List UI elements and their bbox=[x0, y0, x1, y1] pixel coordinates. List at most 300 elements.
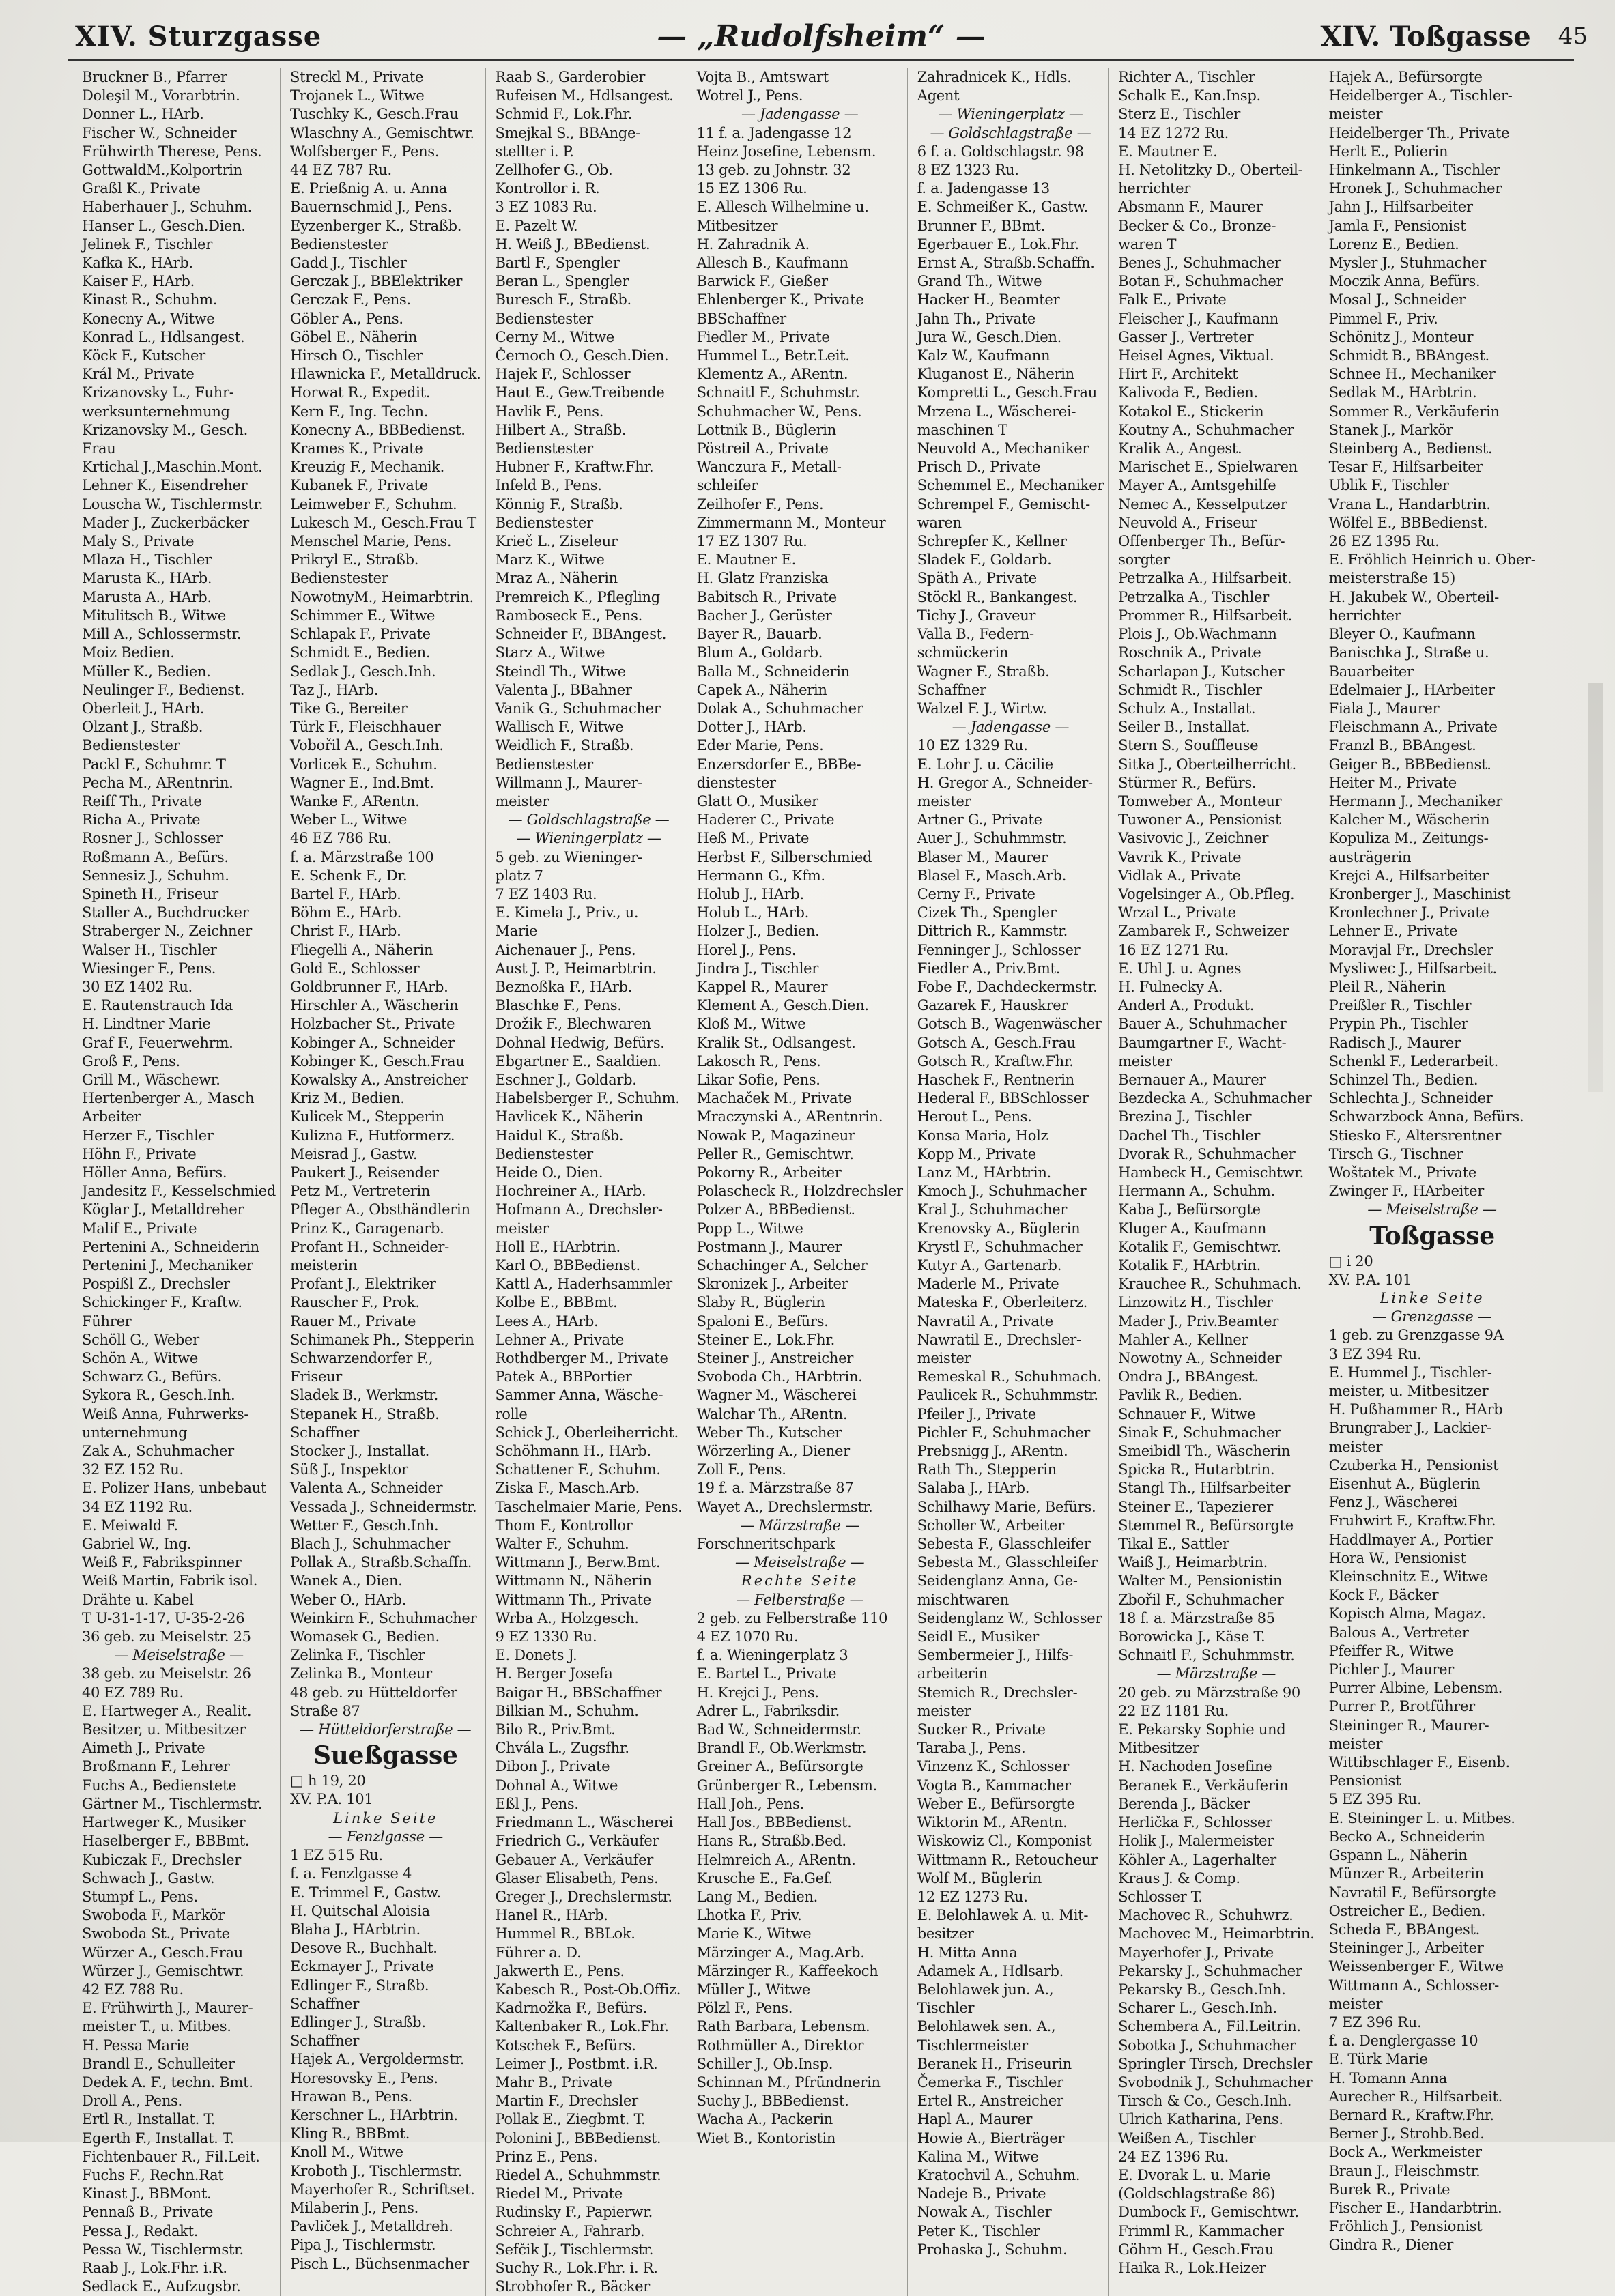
directory-line: Hanser L., Gesch.Dien. bbox=[82, 217, 246, 234]
directory-line: Wittmann Th., Private bbox=[495, 1591, 651, 1608]
directory-line: Gold E., Schlosser bbox=[290, 960, 420, 977]
directory-line: Bezdecka A., Schuhmacher bbox=[1118, 1090, 1312, 1107]
directory-line: Bedienstester bbox=[495, 756, 593, 773]
directory-line: Wetter F., Gesch.Inh. bbox=[290, 1517, 439, 1534]
directory-line: Droll A., Pens. bbox=[82, 2093, 182, 2110]
directory-line: Kolbe E., BBBmt. bbox=[495, 1294, 618, 1311]
directory-line: Krystl F., Schuhmacher bbox=[917, 1238, 1083, 1255]
directory-line: Hermann G., Kfm. bbox=[696, 867, 825, 884]
directory-line: Neuvold A., Mechaniker bbox=[917, 440, 1089, 457]
directory-line: Haddlmayer A., Portier bbox=[1328, 1531, 1493, 1548]
directory-line: Schickinger F., Kraftw. bbox=[82, 1294, 242, 1311]
directory-line: Schmidt B., BBAngest. bbox=[1328, 347, 1489, 364]
directory-line: Nowotny A., Schneider bbox=[1118, 1350, 1282, 1367]
directory-line: Swoboda F., Markör bbox=[82, 1907, 225, 1924]
directory-line: Wiktorin M., ARentn. bbox=[917, 1814, 1068, 1831]
directory-line: Münzer R., Arbeiterin bbox=[1328, 1865, 1484, 1882]
directory-line: Bilo R., Priv.Bmt. bbox=[495, 1721, 616, 1738]
directory-line: Frimml R., Kammacher bbox=[1118, 2222, 1284, 2239]
directory-line: — Jadengasse — bbox=[952, 719, 1070, 736]
directory-line: Mraz A., Näherin bbox=[495, 570, 618, 587]
directory-line: Leimer J., Postbmt. i.R. bbox=[495, 2055, 658, 2072]
directory-line: Kubiczak F., Drechsler bbox=[82, 1851, 241, 1868]
directory-line: Schrempel F., Gemischt- bbox=[917, 496, 1090, 513]
directory-line: E. Kimela J., Priv., u. bbox=[495, 904, 639, 921]
directory-line: Eder Marie, Pens. bbox=[696, 737, 824, 754]
directory-line: Tischler bbox=[917, 2000, 975, 2017]
directory-line: Pekarsky B., Gesch.Inh. bbox=[1118, 1981, 1286, 1998]
directory-line: meister bbox=[917, 1350, 971, 1367]
directory-line: Wallisch F., Witwe bbox=[495, 719, 624, 736]
directory-line: Womasek G., Bedien. bbox=[290, 1628, 440, 1646]
directory-line: Vasivovic J., Zeichner bbox=[1118, 830, 1269, 847]
directory-line: Straberger N., Zeichner bbox=[82, 923, 253, 940]
directory-line: Berner J., Strohb.Bed. bbox=[1328, 2125, 1485, 2142]
directory-line: Zimmermann M., Monteur bbox=[696, 514, 886, 531]
directory-line: f. a. Fenzlgasse 4 bbox=[290, 1865, 412, 1882]
directory-line: Gasser J., Vertreter bbox=[1118, 328, 1254, 345]
directory-line: Schuhmacher W., Pens. bbox=[696, 403, 862, 420]
directory-line: E. Donets J. bbox=[495, 1647, 577, 1664]
directory-line: Stumpf L., Pens. bbox=[82, 1888, 198, 1905]
directory-line: Spicka R., Hutarbtrin. bbox=[1118, 1461, 1275, 1478]
directory-line: Willmann J., Maurer- bbox=[495, 774, 643, 791]
header-right: XIV. Toßgasse bbox=[1320, 20, 1531, 53]
directory-line: E. Steininger L. u. Mitbes. bbox=[1328, 1809, 1515, 1826]
directory-line: Fischer E., Handarbtrin. bbox=[1328, 2199, 1502, 2216]
directory-line: Wagner F., Straßb. bbox=[917, 663, 1050, 680]
directory-line: Göbel E., Näherin bbox=[290, 328, 418, 345]
directory-line: Haselberger F., BBBmt. bbox=[82, 1833, 250, 1850]
directory-line: Krtichal J.,Maschin.Mont. bbox=[82, 459, 263, 476]
directory-line: Swoboda St., Private bbox=[82, 1925, 230, 1942]
directory-line: Prommer R., Hilfsarbeit. bbox=[1118, 607, 1293, 624]
directory-line: Rath Th., Stepperin bbox=[917, 1461, 1057, 1478]
directory-line: mischtwaren bbox=[917, 1591, 1010, 1608]
directory-line: Schnaitl F., Schuhmstr. bbox=[696, 384, 860, 401]
directory-line: Hofmann A., Drechsler- bbox=[495, 1201, 663, 1218]
directory-line: werksunternehmung bbox=[82, 403, 230, 420]
directory-line: Reiff Th., Private bbox=[82, 792, 202, 809]
directory-line: meister, u. Mitbesitzer bbox=[1328, 1383, 1489, 1400]
directory-line: 36 geb. zu Meiselstr. 25 bbox=[82, 1628, 251, 1646]
directory-line: Steiner E., Tapezierer bbox=[1118, 1498, 1273, 1515]
directory-line: Stangl Th., Hilfsarbeiter bbox=[1118, 1480, 1291, 1497]
directory-line: f. a. Jadengasse 13 bbox=[917, 180, 1050, 197]
directory-line: Fenninger J., Schlosser bbox=[917, 941, 1081, 958]
directory-line: Holik J., Malermeister bbox=[1118, 1833, 1274, 1850]
directory-line: Heß M., Private bbox=[696, 830, 810, 847]
directory-line: Prinz E., Pens. bbox=[495, 2148, 598, 2165]
directory-line: Fleischer J., Kaufmann bbox=[1118, 310, 1278, 327]
directory-line: Prypin Ph., Tischler bbox=[1328, 1016, 1468, 1033]
directory-line: Kulizna F., Hutformerz. bbox=[290, 1127, 455, 1144]
directory-line: Fenz J., Wäscherei bbox=[1328, 1494, 1458, 1511]
directory-line: Kerschner L., HArbtrin. bbox=[290, 2106, 458, 2123]
directory-line: Forschneritschpark bbox=[696, 1536, 835, 1553]
directory-line: waren bbox=[917, 514, 962, 531]
directory-line: Pessa W., Tischlermstr. bbox=[82, 2241, 244, 2258]
directory-line: Kotalik F., HArbtrin. bbox=[1118, 1257, 1261, 1274]
directory-line: Kaltenbaker R., Lok.Fhr. bbox=[495, 2018, 669, 2035]
directory-line: Pöstreil A., Private bbox=[696, 440, 829, 457]
directory-line: Dohnal A., Witwe bbox=[495, 1777, 618, 1794]
directory-line: Habelsberger F., Schuhm. bbox=[495, 1090, 680, 1107]
directory-line: Skronizek J., Arbeiter bbox=[696, 1276, 848, 1293]
directory-line: Raab S., Garderobier bbox=[495, 69, 646, 85]
directory-line: Sefčik J., Tischlermstr. bbox=[495, 2241, 654, 2258]
directory-line: — Märzstraße — bbox=[740, 1517, 859, 1534]
directory-line: Prikryl E., Straßb. bbox=[290, 551, 419, 569]
directory-line: Taschelmaier Marie, Pens. bbox=[495, 1498, 683, 1515]
directory-line: Sebesta M., Glasschleifer bbox=[917, 1554, 1098, 1571]
directory-line: Schön A., Witwe bbox=[82, 1350, 198, 1367]
directory-line: H. Pessa Marie bbox=[82, 2037, 190, 2054]
directory-line: Borowicka J., Käse T. bbox=[1118, 1628, 1266, 1646]
directory-line: Balla M., Schneiderin bbox=[696, 663, 850, 680]
directory-line: sorgter bbox=[1118, 551, 1170, 569]
directory-line: Kleinschnitz E., Witwe bbox=[1328, 1568, 1488, 1585]
directory-line: Walchar Th., ARentn. bbox=[696, 1405, 848, 1422]
directory-line: Dvorak R., Schuhmacher bbox=[1118, 1145, 1296, 1162]
directory-line: Pokorny R., Arbeiter bbox=[696, 1164, 842, 1181]
directory-line: Zak A., Schuhmacher bbox=[82, 1443, 234, 1460]
directory-line: 5 EZ 395 Ru. bbox=[1328, 1791, 1422, 1808]
directory-line: 9 EZ 1330 Ru. bbox=[495, 1628, 597, 1646]
directory-line: Bartel F., HArb. bbox=[290, 885, 401, 902]
directory-line: Seiler B., Installat. bbox=[1118, 719, 1250, 736]
directory-line: 18 f. a. Märzstraße 85 bbox=[1118, 1609, 1275, 1626]
directory-line: Tikal E., Sattler bbox=[1118, 1536, 1229, 1553]
directory-line: — Jadengasse — bbox=[741, 106, 859, 123]
directory-line: Wittmann R., Retoucheur bbox=[917, 1851, 1098, 1868]
directory-line: Becker & Co., Bronze- bbox=[1118, 217, 1276, 234]
directory-line: Hacker H., Beamter bbox=[917, 291, 1060, 308]
directory-line: Sedlack E., Aufzugsbr. bbox=[82, 2278, 241, 2295]
directory-line: Kloß M., Witwe bbox=[696, 1016, 806, 1033]
directory-line: Schemmel E., Mechaniker bbox=[917, 477, 1104, 494]
directory-line: Glaser Elisabeth, Pens. bbox=[495, 1869, 659, 1886]
directory-line: Kern F., Ing. Techn. bbox=[290, 403, 429, 420]
directory-line: Edlinger J., Straßb. bbox=[290, 2013, 426, 2030]
directory-line: Krejci A., Hilfsarbeiter bbox=[1328, 867, 1489, 884]
directory-line: Geiger B., BBBedienst. bbox=[1328, 756, 1491, 773]
directory-line: meisterin bbox=[290, 1257, 358, 1274]
directory-line: E. Schmeißer K., Gastw. bbox=[917, 199, 1088, 216]
directory-line: Vessada J., Schneidermstr. bbox=[290, 1498, 477, 1515]
directory-line: E. Belohlawek A. u. Mit- bbox=[917, 1907, 1089, 1924]
directory-line: Dolak A., Schuhmacher bbox=[696, 700, 863, 717]
directory-line: Fiala J., Maurer bbox=[1328, 700, 1440, 717]
directory-line: 46 EZ 786 Ru. bbox=[290, 830, 392, 847]
directory-line: Chvála L., Zugsfhr. bbox=[495, 1740, 629, 1757]
directory-line: XV. P.A. 101 bbox=[290, 1791, 373, 1808]
directory-line: Mysliwec J., Hilfsarbeit. bbox=[1328, 960, 1497, 977]
directory-line: Taraba J., Pens. bbox=[917, 1740, 1026, 1757]
directory-line: Mader J., Zuckerbäcker bbox=[82, 514, 249, 531]
directory-line: Peller R., Gemischtwr. bbox=[696, 1145, 854, 1162]
directory-line: Maderle M., Private bbox=[917, 1276, 1059, 1293]
directory-line: Černoch O., Gesch.Dien. bbox=[495, 347, 669, 364]
directory-line: Marie K., Witwe bbox=[696, 1925, 812, 1942]
directory-line: Fichtenbauer R., Fil.Leit. bbox=[82, 2148, 260, 2165]
directory-line: Zellhofer G., Ob. bbox=[495, 162, 613, 179]
directory-line: Tichy J., Graveur bbox=[917, 607, 1036, 624]
directory-line: Weidlich F., Straßb. bbox=[495, 737, 634, 754]
directory-line: Gazarek F., Hauskrer bbox=[917, 997, 1068, 1014]
directory-line: Gerczak J., BBElektriker bbox=[290, 273, 463, 290]
header-left: XIV. Sturzgasse bbox=[75, 20, 322, 53]
directory-line: Weber Th., Kutscher bbox=[696, 1424, 842, 1441]
directory-line: Mlaza H., Tischler bbox=[82, 551, 212, 569]
directory-line: H. Zahradnik A. bbox=[696, 235, 810, 253]
directory-line: H. Quitschal Aloisia bbox=[290, 1902, 430, 1919]
directory-line: Lees A., HArb. bbox=[495, 1312, 599, 1330]
directory-line: Spineth H., Friseur bbox=[82, 885, 218, 902]
directory-line: E. Schenk F., Dr. bbox=[290, 867, 408, 884]
directory-line: rolle bbox=[495, 1405, 528, 1422]
directory-line: Doleşil M., Vorarbtrin. bbox=[82, 87, 240, 104]
directory-line: meister bbox=[1328, 1438, 1383, 1455]
directory-line: Kmoch J., Schuhmacher bbox=[917, 1183, 1087, 1200]
directory-line: Schaffner bbox=[290, 2033, 360, 2050]
directory-line: meister bbox=[1328, 1995, 1383, 2012]
directory-line: Höller Anna, Befürs. bbox=[82, 1164, 227, 1181]
directory-line: Mader J., Priv.Beamter bbox=[1118, 1312, 1279, 1330]
directory-line: Ondra J., BBAngest. bbox=[1118, 1368, 1259, 1386]
directory-line: Linke Seite bbox=[1380, 1290, 1485, 1306]
directory-line: Dibon J., Private bbox=[495, 1758, 610, 1775]
directory-line: Holub L., HArb. bbox=[696, 904, 809, 921]
directory-line: Lang M., Bedien. bbox=[696, 1888, 818, 1905]
directory-line: Donner L., HArb. bbox=[82, 106, 204, 123]
directory-line: Sucker R., Private bbox=[917, 1721, 1046, 1738]
directory-line: Belohlawek jun. A., bbox=[917, 1981, 1054, 1998]
directory-line: Linke Seite bbox=[333, 1809, 438, 1826]
directory-line: Bleyer O., Kaufmann bbox=[1328, 626, 1476, 643]
directory-line: Schilhawy Marie, Befürs. bbox=[917, 1498, 1096, 1515]
directory-line: Wanke F., ARentn. bbox=[290, 792, 420, 809]
directory-line: Mill A., Schlossermstr. bbox=[82, 626, 242, 643]
directory-line: 20 geb. zu Märzstraße 90 bbox=[1118, 1684, 1300, 1701]
directory-line: Schöhmann H., HArb. bbox=[495, 1443, 651, 1460]
directory-line: Hummel L., Betr.Leit. bbox=[696, 347, 850, 364]
directory-line: □ i 20 bbox=[1328, 1252, 1373, 1269]
directory-line: Bedienstester bbox=[290, 570, 388, 587]
directory-line: Herbst F., Silberschmied bbox=[696, 848, 872, 865]
directory-line: Jandesitz F., Kesselschmied bbox=[82, 1183, 276, 1200]
directory-line: E. Bartel L., Private bbox=[696, 1665, 837, 1682]
directory-line: Jakwerth E., Pens. bbox=[495, 1962, 625, 1979]
directory-line: Vojta B., Amtswart bbox=[696, 69, 829, 85]
directory-line: Rothdberger M., Private bbox=[495, 1350, 668, 1367]
directory-line: Raab J., Lok.Fhr. i.R. bbox=[82, 2259, 227, 2276]
directory-line: Eyzenberger K., Straßb. bbox=[290, 217, 462, 234]
directory-line: Horel J., Pens. bbox=[696, 941, 797, 958]
directory-line: Vinzenz K., Schlosser bbox=[917, 1758, 1069, 1775]
directory-line: Krames K., Private bbox=[290, 440, 423, 457]
directory-line: Hapl A., Maurer bbox=[917, 2111, 1033, 2128]
directory-line: Pisch L., Büchsenmacher bbox=[290, 2255, 469, 2272]
directory-line: Rechte Seite bbox=[741, 1573, 859, 1590]
directory-line: Bauarbeiter bbox=[1328, 663, 1414, 680]
directory-line: Waiß J., Heimarbtrin. bbox=[1118, 1554, 1268, 1571]
directory-line: Howie A., Bierträger bbox=[917, 2129, 1065, 2147]
directory-line: Pollak E., Ziegbmt. T. bbox=[495, 2111, 646, 2128]
directory-line: Prisch D., Private bbox=[917, 459, 1041, 476]
directory-line: — Hütteldorferstraße — bbox=[300, 1721, 472, 1738]
directory-line: Tirsch & Co., Gesch.Inh. bbox=[1118, 2093, 1292, 2110]
directory-line: Karl O., BBBedienst. bbox=[495, 1257, 640, 1274]
directory-line: Schönitz J., Monteur bbox=[1328, 328, 1474, 345]
directory-line: Schattener F., Schuhm. bbox=[495, 1461, 661, 1478]
directory-line: Bedienstester bbox=[290, 235, 388, 253]
directory-line: Wiet B., Kontoristin bbox=[696, 2129, 836, 2147]
directory-line: Bernauer A., Maurer bbox=[1118, 1071, 1266, 1088]
directory-line: H. Pußhammer R., HArb bbox=[1328, 1401, 1503, 1418]
directory-line: 44 EZ 787 Ru. bbox=[290, 162, 392, 179]
directory-line: Meisrad J., Gastw. bbox=[290, 1145, 418, 1162]
directory-line: — Fenzlgasse — bbox=[328, 1828, 443, 1845]
directory-line: Schaffner bbox=[917, 681, 986, 698]
directory-line: Drähte u. Kabel bbox=[82, 1591, 194, 1608]
directory-line: Wanek A., Dien. bbox=[290, 1573, 403, 1590]
directory-line: herrichter bbox=[1118, 180, 1191, 197]
directory-line: Schinzel Th., Bedien. bbox=[1328, 1071, 1478, 1088]
directory-line: Lehner K., Eisendreher bbox=[82, 477, 248, 494]
directory-line: Wacha A., Packerin bbox=[696, 2111, 833, 2128]
directory-line: Haderer C., Private bbox=[696, 812, 835, 829]
directory-line: Allesch B., Kaufmann bbox=[696, 255, 848, 272]
directory-line: Gspann L., Näherin bbox=[1328, 1847, 1468, 1864]
directory-line: 4 EZ 1070 Ru. bbox=[696, 1628, 799, 1646]
directory-line: Sladek F., Goldarb. bbox=[917, 551, 1052, 569]
directory-line: Zambarek F., Schweizer bbox=[1118, 923, 1289, 940]
directory-line: Hirt F., Architekt bbox=[1118, 366, 1238, 383]
directory-line: Blach J., Schuhmacher bbox=[290, 1536, 451, 1553]
directory-line: Kaba J., Befürsorgte bbox=[1118, 1201, 1261, 1218]
directory-line: Marusta K., HArb. bbox=[82, 570, 212, 587]
directory-line: Fröhlich J., Pensionist bbox=[1328, 2218, 1483, 2235]
directory-line: Hlawnicka F., Metalldruck. bbox=[290, 366, 481, 383]
directory-line: Lehner E., Private bbox=[1328, 923, 1458, 940]
column-7 bbox=[1329, 68, 1540, 2296]
directory-line: Schwarzbock Anna, Befürs. bbox=[1328, 1108, 1524, 1125]
directory-line: E. Mautner E. bbox=[696, 551, 797, 569]
directory-line: Suchy J., BBBedienst. bbox=[696, 2093, 849, 2110]
directory-line: Smejkal S., BBAnge- bbox=[495, 124, 640, 141]
directory-line: Kopp M., Private bbox=[917, 1145, 1036, 1162]
directory-line: Sobotka J., Schuhmacher bbox=[1118, 2037, 1296, 2054]
directory-line: Kopisch Alma, Magaz. bbox=[1328, 1605, 1486, 1622]
directory-line: Baumgartner F., Wacht- bbox=[1118, 1034, 1287, 1051]
directory-line: E. Allesch Wilhelmine u. bbox=[696, 199, 869, 216]
directory-line: Sedlak J., Gesch.Inh. bbox=[290, 663, 436, 680]
directory-line: E. Türk Marie bbox=[1328, 2051, 1428, 2068]
directory-line: Göbler A., Pens. bbox=[290, 310, 403, 327]
directory-line: Schnauer F., Witwe bbox=[1118, 1405, 1256, 1422]
directory-line: Likar Sofie, Pens. bbox=[696, 1071, 820, 1088]
directory-line: Walzel F. J., Wirtw. bbox=[917, 700, 1047, 717]
directory-line: Frau bbox=[82, 440, 116, 457]
directory-line: Kriz M., Bedien. bbox=[290, 1090, 405, 1107]
directory-line: Eßl J., Pens. bbox=[495, 1795, 579, 1812]
directory-line: Fobe F., Dachdeckermstr. bbox=[917, 978, 1098, 995]
directory-line: Zahradnicek K., Hdls. bbox=[917, 69, 1072, 85]
directory-line: Schwach J., Gastw. bbox=[82, 1869, 215, 1886]
directory-line: Holl E., HArbtrin. bbox=[495, 1238, 620, 1255]
directory-line: 34 EZ 1192 Ru. bbox=[82, 1498, 192, 1515]
directory-line: Mraczynski A., ARentnrin. bbox=[696, 1108, 883, 1125]
directory-line: Klementz A., ARentn. bbox=[696, 366, 848, 383]
directory-line: Krieč L., Ziseleur bbox=[495, 533, 618, 550]
directory-line: — Goldschlagstraße — bbox=[508, 812, 670, 829]
directory-line: H. Gregor A., Schneider- bbox=[917, 774, 1093, 791]
directory-line: Bock A., Werkmeister bbox=[1328, 2144, 1482, 2161]
directory-line: H. Netolitzky D., Oberteil- bbox=[1118, 162, 1303, 179]
directory-line: 1 geb. zu Grenzgasse 9A bbox=[1328, 1327, 1504, 1344]
directory-line: Krauchee R., Schuhmach. bbox=[1118, 1276, 1302, 1293]
directory-line: Bayer R., Bauarb. bbox=[696, 626, 823, 643]
directory-line: Vogelsinger A., Ob.Pfleg. bbox=[1118, 885, 1295, 902]
directory-line: Bedienstester bbox=[495, 514, 593, 531]
directory-line: 11 f. a. Jadengasse 12 bbox=[696, 124, 852, 141]
directory-line: Groß F., Pens. bbox=[82, 1052, 180, 1070]
directory-line: Herlt E., Polierin bbox=[1328, 143, 1448, 160]
directory-line: Vorlicek E., Schuhm. bbox=[290, 756, 438, 773]
directory-line: Straße 87 bbox=[290, 1702, 360, 1719]
directory-line: Strobhofer R., Bäcker bbox=[495, 2278, 650, 2295]
directory-line: unternehmung bbox=[82, 1424, 188, 1441]
directory-line: Pfeiler J., Private bbox=[917, 1405, 1036, 1422]
directory-line: Kinast J., BBMont. bbox=[82, 2185, 212, 2202]
directory-line: Olzant J., Straßb. bbox=[82, 719, 203, 736]
directory-line: Hirsch O., Tischler bbox=[290, 347, 423, 364]
directory-line: 48 geb. zu Hütteldorfer bbox=[290, 1684, 457, 1701]
directory-line: Gotsch R., Kraftw.Fhr. bbox=[917, 1052, 1074, 1070]
directory-line: Havlicek K., Näherin bbox=[495, 1108, 644, 1125]
directory-line: Jahn J., Hilfsarbeiter bbox=[1328, 199, 1473, 216]
directory-line: Hronek J., Schuhmacher bbox=[1328, 180, 1502, 197]
directory-line: Cerny F., Private bbox=[917, 885, 1035, 902]
directory-line: Wanczura F., Metall- bbox=[696, 459, 842, 476]
directory-line: H. Fulnecky A. bbox=[1118, 978, 1223, 995]
directory-line: Oberleit J., HArb. bbox=[82, 700, 205, 717]
directory-line: Kinast R., Schuhm. bbox=[82, 291, 218, 308]
directory-line: Beranek E., Verkäuferin bbox=[1118, 1777, 1289, 1794]
directory-line: Kraus J. & Comp. bbox=[1118, 1869, 1240, 1886]
directory-line: Kronberger J., Maschinist bbox=[1328, 885, 1511, 902]
directory-line: Steininger J., Arbeiter bbox=[1328, 1940, 1484, 1957]
directory-line: Zeilhofer F., Pens. bbox=[696, 496, 824, 513]
directory-line: Scheda F., BBAngest. bbox=[1328, 1921, 1480, 1938]
directory-columns bbox=[82, 68, 1570, 2295]
directory-line: — Meiselstraße — bbox=[1367, 1201, 1497, 1218]
directory-line: Rath Barbara, Lebensm. bbox=[696, 2018, 870, 2035]
directory-line: Schnaitl F., Schuhmmstr. bbox=[1118, 1647, 1295, 1664]
directory-line: 1 EZ 515 Ru. bbox=[290, 1847, 383, 1864]
directory-line: 14 EZ 1272 Ru. bbox=[1118, 124, 1229, 141]
directory-line: Taz J., HArb. bbox=[290, 681, 379, 698]
directory-line: Hederal F., BBSchlosser bbox=[917, 1090, 1089, 1107]
directory-line: Steininger R., Maurer- bbox=[1328, 1717, 1489, 1734]
directory-line: waren T bbox=[1118, 235, 1177, 253]
directory-line: Pfleger A., Obsthändlerin bbox=[290, 1201, 470, 1218]
directory-line: Richter A., Tischler bbox=[1118, 69, 1255, 85]
directory-line: Neuvold A., Friseur bbox=[1118, 514, 1257, 531]
directory-line: Steiner J., Anstreicher bbox=[696, 1350, 853, 1367]
directory-line: Absmann F., Maurer bbox=[1118, 199, 1263, 216]
